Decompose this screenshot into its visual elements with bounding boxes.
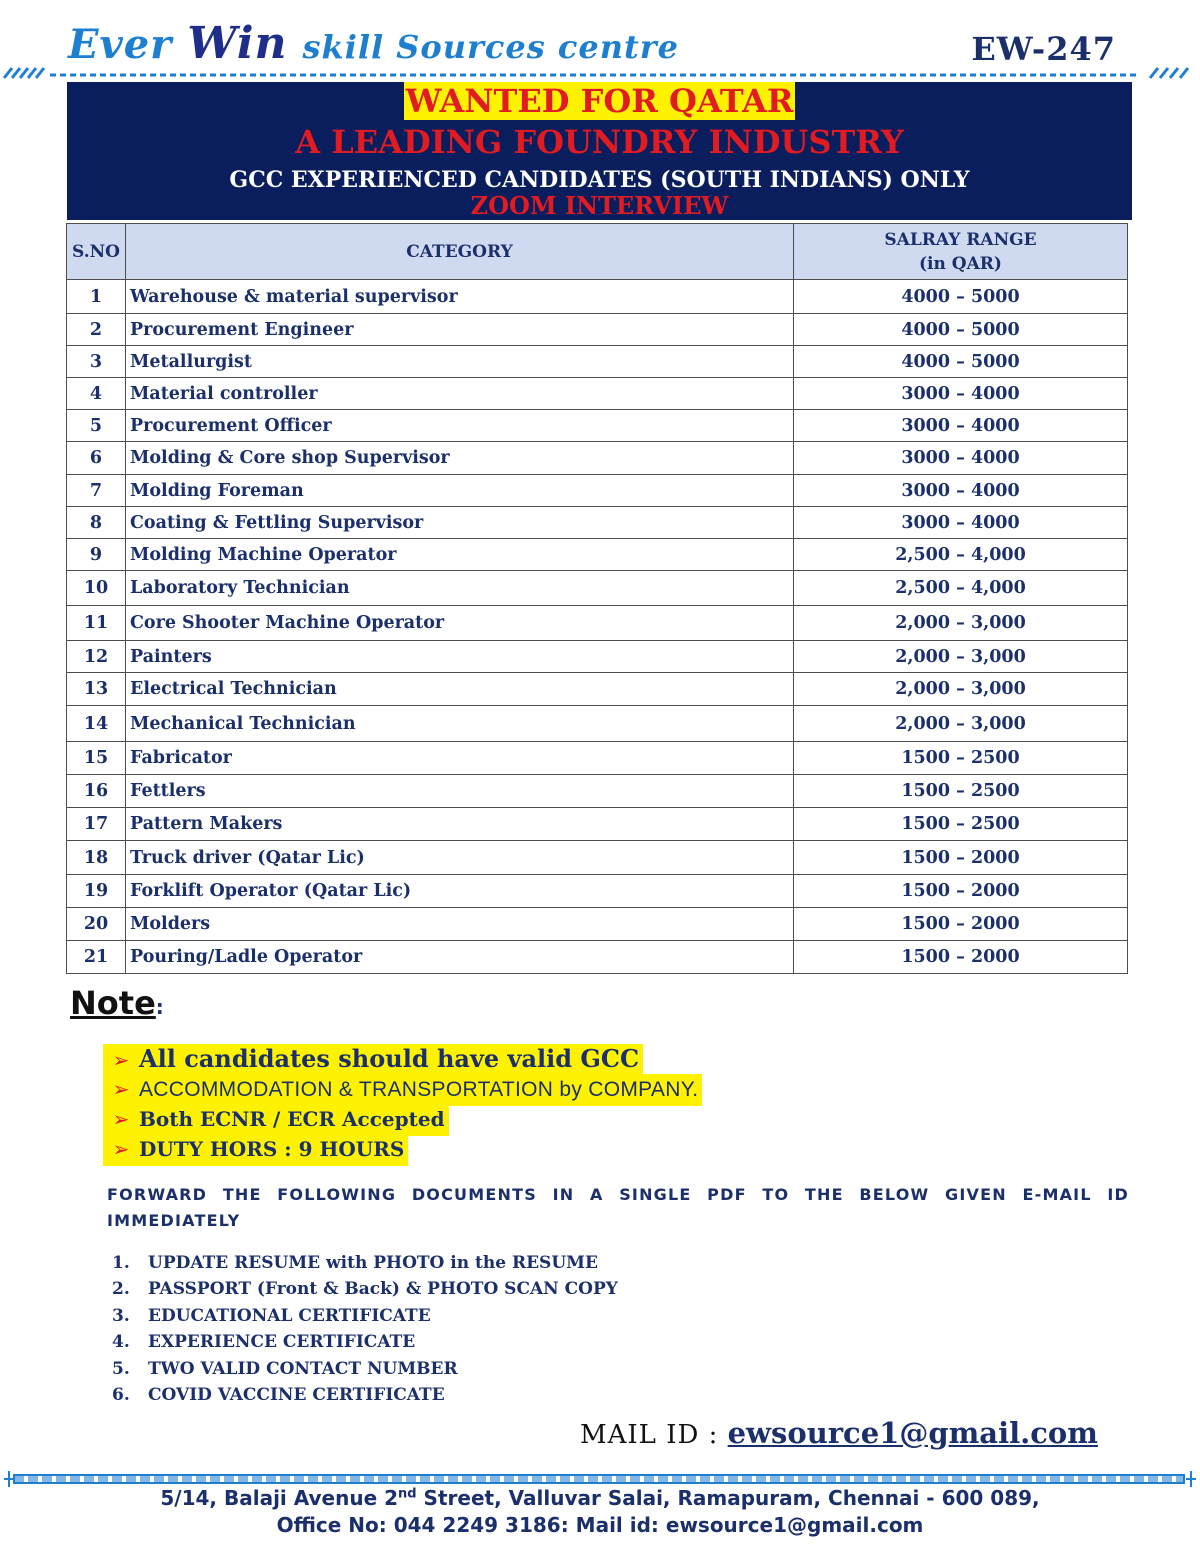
cell-sno: 6 <box>67 442 126 475</box>
cell-sno: 9 <box>67 539 126 571</box>
cell-category: Metallurgist <box>126 346 794 378</box>
cell-sno: 5 <box>67 410 126 442</box>
banner-industry: A LEADING FOUNDRY INDUSTRY <box>295 123 904 161</box>
cell-category: Coating & Fettling Supervisor <box>126 507 794 539</box>
table-row <box>67 507 1128 539</box>
note-colon: : <box>155 995 164 1019</box>
banner-interview: ZOOM INTERVIEW <box>470 191 729 220</box>
cell-salary: 4000 – 5000 <box>794 314 1128 346</box>
table-row <box>67 410 1128 442</box>
cell-sno: 20 <box>67 908 126 941</box>
cell-category: Core Shooter Machine Operator <box>126 606 794 641</box>
cell-category: Molders <box>126 908 794 941</box>
col-salary-line2: (in QAR) <box>919 253 1002 274</box>
cell-sno: 21 <box>67 941 126 974</box>
cell-salary: 2,000 – 3,000 <box>794 673 1128 706</box>
cell-sno: 8 <box>67 507 126 539</box>
forward-instructions: FORWARD THE FOLLOWING DOCUMENTS IN A SINGLE PDF TO THE BELOW GIVEN E-MAIL ID IMMEDIATELY <box>107 1185 1129 1230</box>
brand-rest: skill Sources centre <box>302 28 679 66</box>
cell-sno: 10 <box>67 571 126 606</box>
banner-wanted: WANTED FOR QATAR <box>405 82 794 120</box>
cell-salary: 2,000 – 3,000 <box>794 606 1128 641</box>
footer-address: 5/14, Balaji Avenue 2nd Street, Valluvar Salai, Ramapuram, Chennai - 600 089, <box>160 1486 1040 1510</box>
cell-salary: 3000 – 4000 <box>794 378 1128 410</box>
note-list <box>103 1044 702 1164</box>
cell-salary: 1500 – 2500 <box>794 742 1128 775</box>
cell-salary: 3000 – 4000 <box>794 410 1128 442</box>
table-row <box>67 908 1128 941</box>
cell-category: Painters <box>126 641 794 673</box>
note-item: ➢ Both ECNR / ECR Accepted <box>103 1104 702 1134</box>
table-row <box>67 673 1128 706</box>
col-salary <box>794 224 1128 280</box>
list-item: 3. EDUCATIONAL CERTIFICATE <box>112 1305 431 1326</box>
note-item: ➢ ACCOMMODATION & TRANSPORTATION by COMPANY. <box>103 1074 702 1104</box>
cell-category: Pouring/Ladle Operator <box>126 941 794 974</box>
cell-category: Molding Foreman <box>126 475 794 507</box>
table-row <box>67 539 1128 571</box>
cell-salary: 1500 – 2000 <box>794 941 1128 974</box>
cell-salary: 1500 – 2500 <box>794 775 1128 808</box>
cell-salary: 3000 – 4000 <box>794 475 1128 507</box>
cell-sno: 17 <box>67 808 126 841</box>
cell-sno: 11 <box>67 606 126 641</box>
cell-salary: 2,000 – 3,000 <box>794 641 1128 673</box>
cell-category: Electrical Technician <box>126 673 794 706</box>
cell-category: Laboratory Technician <box>126 571 794 606</box>
table-row <box>67 280 1128 314</box>
table-row <box>67 841 1128 875</box>
job-code: EW-247 <box>971 30 1116 68</box>
cell-sno: 7 <box>67 475 126 507</box>
job-table <box>66 223 1128 974</box>
cell-sno: 18 <box>67 841 126 875</box>
cell-sno: 19 <box>67 875 126 908</box>
table-row <box>67 606 1128 641</box>
table-row <box>67 808 1128 841</box>
cell-category: Warehouse & material supervisor <box>126 280 794 314</box>
arrow-bullet-icon: ➢ <box>112 1137 130 1161</box>
list-item: 4. EXPERIENCE CERTIFICATE <box>112 1332 416 1353</box>
col-sno: S.NO <box>67 224 126 280</box>
arrow-bullet-icon: ➢ <box>112 1107 130 1131</box>
cell-salary: 1500 – 2000 <box>794 841 1128 875</box>
banner-eligibility: GCC EXPERIENCED CANDIDATES (SOUTH INDIANS) ONLY <box>229 167 970 193</box>
cell-salary: 2,000 – 3,000 <box>794 706 1128 742</box>
table-row <box>67 775 1128 808</box>
cell-salary: 1500 – 2000 <box>794 908 1128 941</box>
cell-salary: 4000 – 5000 <box>794 280 1128 314</box>
table-row <box>67 571 1128 606</box>
cell-category: Molding Machine Operator <box>126 539 794 571</box>
cell-sno: 15 <box>67 742 126 775</box>
cell-category: Procurement Officer <box>126 410 794 442</box>
cell-sno: 13 <box>67 673 126 706</box>
cell-salary: 2,500 – 4,000 <box>794 539 1128 571</box>
table-row <box>67 706 1128 742</box>
cell-salary: 3000 – 4000 <box>794 507 1128 539</box>
cell-category: Fabricator <box>126 742 794 775</box>
table-row <box>67 442 1128 475</box>
brand-ever: Ever <box>68 21 173 68</box>
headline-banner <box>67 82 1132 220</box>
cell-category: Mechanical Technician <box>126 706 794 742</box>
note-heading <box>70 984 164 1022</box>
cell-category: Molding & Core shop Supervisor <box>126 442 794 475</box>
table-row <box>67 941 1128 974</box>
note-item: ➢ DUTY HORS : 9 HOURS <box>103 1134 702 1164</box>
mail-label: MAIL ID : <box>580 1420 728 1450</box>
table-row <box>67 378 1128 410</box>
cell-salary: 1500 – 2000 <box>794 875 1128 908</box>
brand-logo-text <box>68 18 679 69</box>
cell-sno: 2 <box>67 314 126 346</box>
table-row <box>67 641 1128 673</box>
arrow-bullet-icon: ➢ <box>112 1077 130 1101</box>
table-row <box>67 475 1128 507</box>
footer-office: Office No: 044 2249 3186: Mail id: ewsource1@gmail.com <box>276 1513 924 1537</box>
cell-salary: 1500 – 2500 <box>794 808 1128 841</box>
mail-link[interactable]: ewsource1@gmail.com <box>727 1416 1098 1450</box>
col-salary-line1: SALRAY RANGE <box>884 229 1037 250</box>
list-item: 2. PASSPORT (Front & Back) & PHOTO SCAN COPY <box>112 1279 618 1300</box>
cell-sno: 4 <box>67 378 126 410</box>
cell-category: Material controller <box>126 378 794 410</box>
cell-sno: 14 <box>67 706 126 742</box>
table-row <box>67 314 1128 346</box>
list-item: 5. TWO VALID CONTACT NUMBER <box>112 1358 458 1379</box>
cell-sno: 1 <box>67 280 126 314</box>
brand-win: Win <box>187 18 288 69</box>
header-divider <box>0 66 1200 80</box>
cell-sno: 3 <box>67 346 126 378</box>
mail-id <box>580 1416 1098 1450</box>
cell-category: Procurement Engineer <box>126 314 794 346</box>
note-item: ➢ All candidates should have valid GCC <box>103 1044 702 1074</box>
table-row <box>67 875 1128 908</box>
cell-category: Truck driver (Qatar Lic) <box>126 841 794 875</box>
list-item: 1. UPDATE RESUME with PHOTO in the RESUME <box>112 1253 598 1273</box>
cell-category: Pattern Makers <box>126 808 794 841</box>
table-row <box>67 346 1128 378</box>
cell-salary: 4000 – 5000 <box>794 346 1128 378</box>
cell-salary: 2,500 – 4,000 <box>794 571 1128 606</box>
cell-category: Forklift Operator (Qatar Lic) <box>126 875 794 908</box>
col-category: CATEGORY <box>126 224 794 280</box>
list-item: 6. COVID VACCINE CERTIFICATE <box>112 1384 445 1405</box>
cell-category: Fettlers <box>126 775 794 808</box>
documents-list <box>112 1250 618 1408</box>
arrow-bullet-icon: ➢ <box>112 1048 130 1072</box>
cell-sno: 12 <box>67 641 126 673</box>
cell-sno: 16 <box>67 775 126 808</box>
note-title: Note <box>70 984 156 1022</box>
cell-salary: 3000 – 4000 <box>794 442 1128 475</box>
table-header-row <box>67 224 1128 280</box>
table-row <box>67 742 1128 775</box>
